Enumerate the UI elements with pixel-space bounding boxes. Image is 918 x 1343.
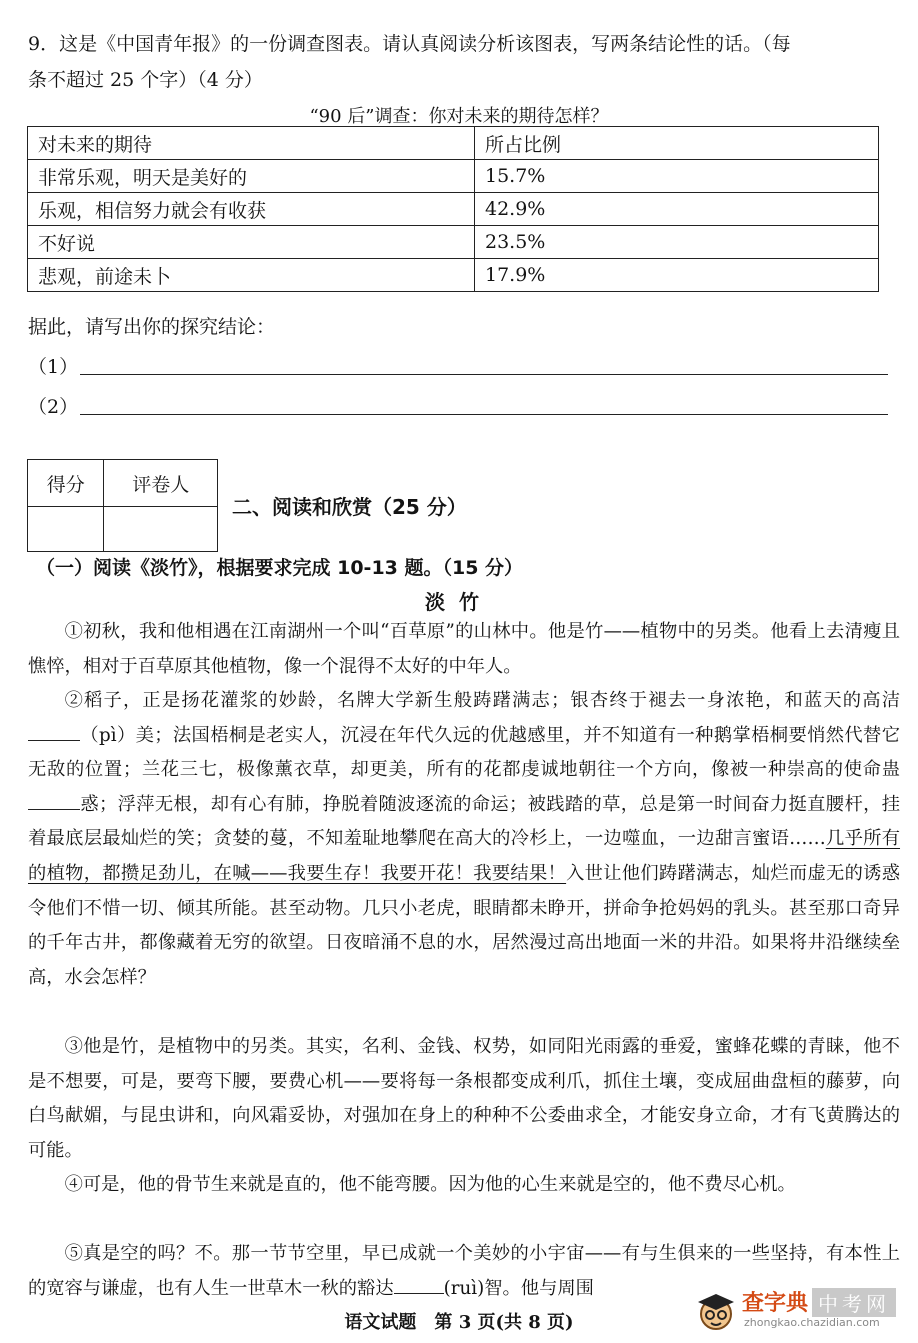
answer-number: （1） — [28, 356, 79, 378]
score-box — [27, 459, 218, 552]
survey-table-caption: “90 后”调查：你对未来的期待怎样？ — [309, 106, 609, 127]
essay-paragraph-3: ③他是竹，是植物中的另类。其实，名利、金钱、权势，如同阳光雨露的垂爱，蜜蜂花蝶的青睐，他不是不想要，可是，要弯下腰，要费心机——要将每一条根都变成利爪，抓住土壤，变成屈曲盘桓的藤萝，向白鸟献媚，与昆虫讲和，向风霜妥协，对强加在身上的种种不公委曲求全，才能安身立命，才有飞黄腾达的可能。 — [28, 1036, 900, 1161]
table-cell-expectation: 非常乐观，明天是美好的 — [28, 160, 475, 193]
watermark-url: zhongkao.chazidian.com — [744, 1316, 880, 1329]
table-cell-expectation: 不好说 — [28, 226, 475, 259]
paragraph-text: ⑤真是空的吗？不。那一节节空里，早已成就一个美妙的小宇宙——有与生俱来的一些坚持，有本性上的宽容与谦虚，也有人生一世草木一秋的豁达 — [28, 1243, 900, 1299]
grader-blank-cell — [104, 507, 218, 552]
section-2-title: 二、阅读和欣赏（25 分） — [232, 495, 467, 519]
paragraph-text: ②稻子，正是扬花灌浆的妙龄，名牌大学新生般踌躇满志；银杏终于褪去一身浓艳，和蓝天的高洁 — [64, 690, 900, 711]
essay-title: 淡竹 — [425, 590, 493, 614]
table-row — [28, 259, 879, 292]
answer-blank-line — [80, 374, 888, 375]
graduate-mascot-icon — [694, 1288, 738, 1332]
table-row — [28, 160, 879, 193]
table-header-row — [28, 127, 879, 160]
table-cell-expectation: 乐观，相信努力就会有收获 — [28, 193, 475, 226]
paragraph-text: （pì）美；法国梧桐是老实人，沉浸在年代久远的优越感里，并不知道有一种鹅掌梧桐要悄然代替它无敌的位置；兰花三七，极像薰衣草，却更美，所有的花都虔诚地朝往一个方向，像被一种崇高的使命蛊 — [28, 724, 900, 781]
question-9-line-2: 条不超过 25 个字）（4 分） — [28, 69, 263, 91]
grader-label: 评卷人 — [104, 460, 218, 507]
survey-table — [27, 126, 879, 292]
page-footer: 语文试题 第 3 页(共 8 页) — [344, 1312, 574, 1333]
answer-line-2 — [28, 392, 888, 422]
table-cell-expectation: 悲观，前途未卜 — [28, 259, 475, 292]
paragraph-text: 惑；浮萍无根，却有心有肺，挣脱着随波逐流的命运；被践踏的草，总是第一时间奋力挺直腰杆，挂着最底层最灿烂的笑；贪婪的蔓，不知羞耻地攀爬在高大的冷杉上，一边噬血，一边甜言蜜语…… — [28, 793, 900, 850]
essay-paragraph-2 — [28, 684, 900, 995]
score-label: 得分 — [28, 460, 104, 507]
table-header-cell: 对未来的期待 — [28, 127, 475, 160]
paragraph-text: 入世让他们踌躇满志，灿烂而虚无的诱惑令他们不惜一切、倾其所能。甚至动物。几只小老虎，眼睛都未睁开，拼命争抢妈妈的乳头。甚至那口奇异的千年古井，都像藏着无穷的欲望。日夜暗涌不息的水，居然漫过高出地面一米的井沿。如果将井沿继续垒高，水会怎样？ — [28, 862, 900, 988]
reading-1-heading: （一）阅读《淡竹》，根据要求完成 10-13 题。（15 分） — [36, 557, 524, 579]
answer-line-1 — [28, 352, 888, 382]
answer-number: （2） — [28, 396, 79, 418]
table-row — [28, 193, 879, 226]
essay-paragraph-4: ④可是，他的骨节生来就是直的，他不能弯腰。因为他的心生来就是空的，他不费尽心机。 — [64, 1174, 796, 1195]
table-cell-percentage: 15.7% — [475, 160, 879, 193]
fill-blank — [28, 721, 80, 740]
watermark-brand: 查字典 — [742, 1291, 809, 1316]
question-9-line-1: 9．这是《中国青年报》的一份调查图表。请认真阅读分析该图表，写两条结论性的话。（每 — [28, 33, 791, 55]
table-row — [28, 226, 879, 259]
paragraph-text: (ruì)智。他与周围 — [443, 1277, 594, 1299]
table-cell-percentage: 42.9% — [475, 193, 879, 226]
site-watermark — [694, 1284, 904, 1336]
answer-blank-line — [80, 414, 888, 415]
fill-blank — [28, 790, 80, 809]
essay-paragraph-1: ①初秋，我和他相遇在江南湖州一个叫“百草原”的山林中。他是竹——植物中的另类。他看上去清瘦且憔悴，相对于百草原其他植物，像一个混得不太好的中年人。 — [28, 621, 900, 677]
underlined-sentence: 几乎所有的植物，都攒足劲儿，在喊——我要生存！我要开花！我要结果！ — [28, 828, 901, 884]
conclusion-prompt: 据此，请写出你的探究结论： — [28, 316, 276, 338]
table-cell-percentage: 23.5% — [475, 226, 879, 259]
fill-blank — [394, 1274, 444, 1293]
table-header-cell: 所占比例 — [475, 127, 879, 160]
table-cell-percentage: 17.9% — [475, 259, 879, 292]
watermark-subbrand: 中考网 — [812, 1288, 896, 1317]
score-blank-cell — [28, 507, 104, 552]
